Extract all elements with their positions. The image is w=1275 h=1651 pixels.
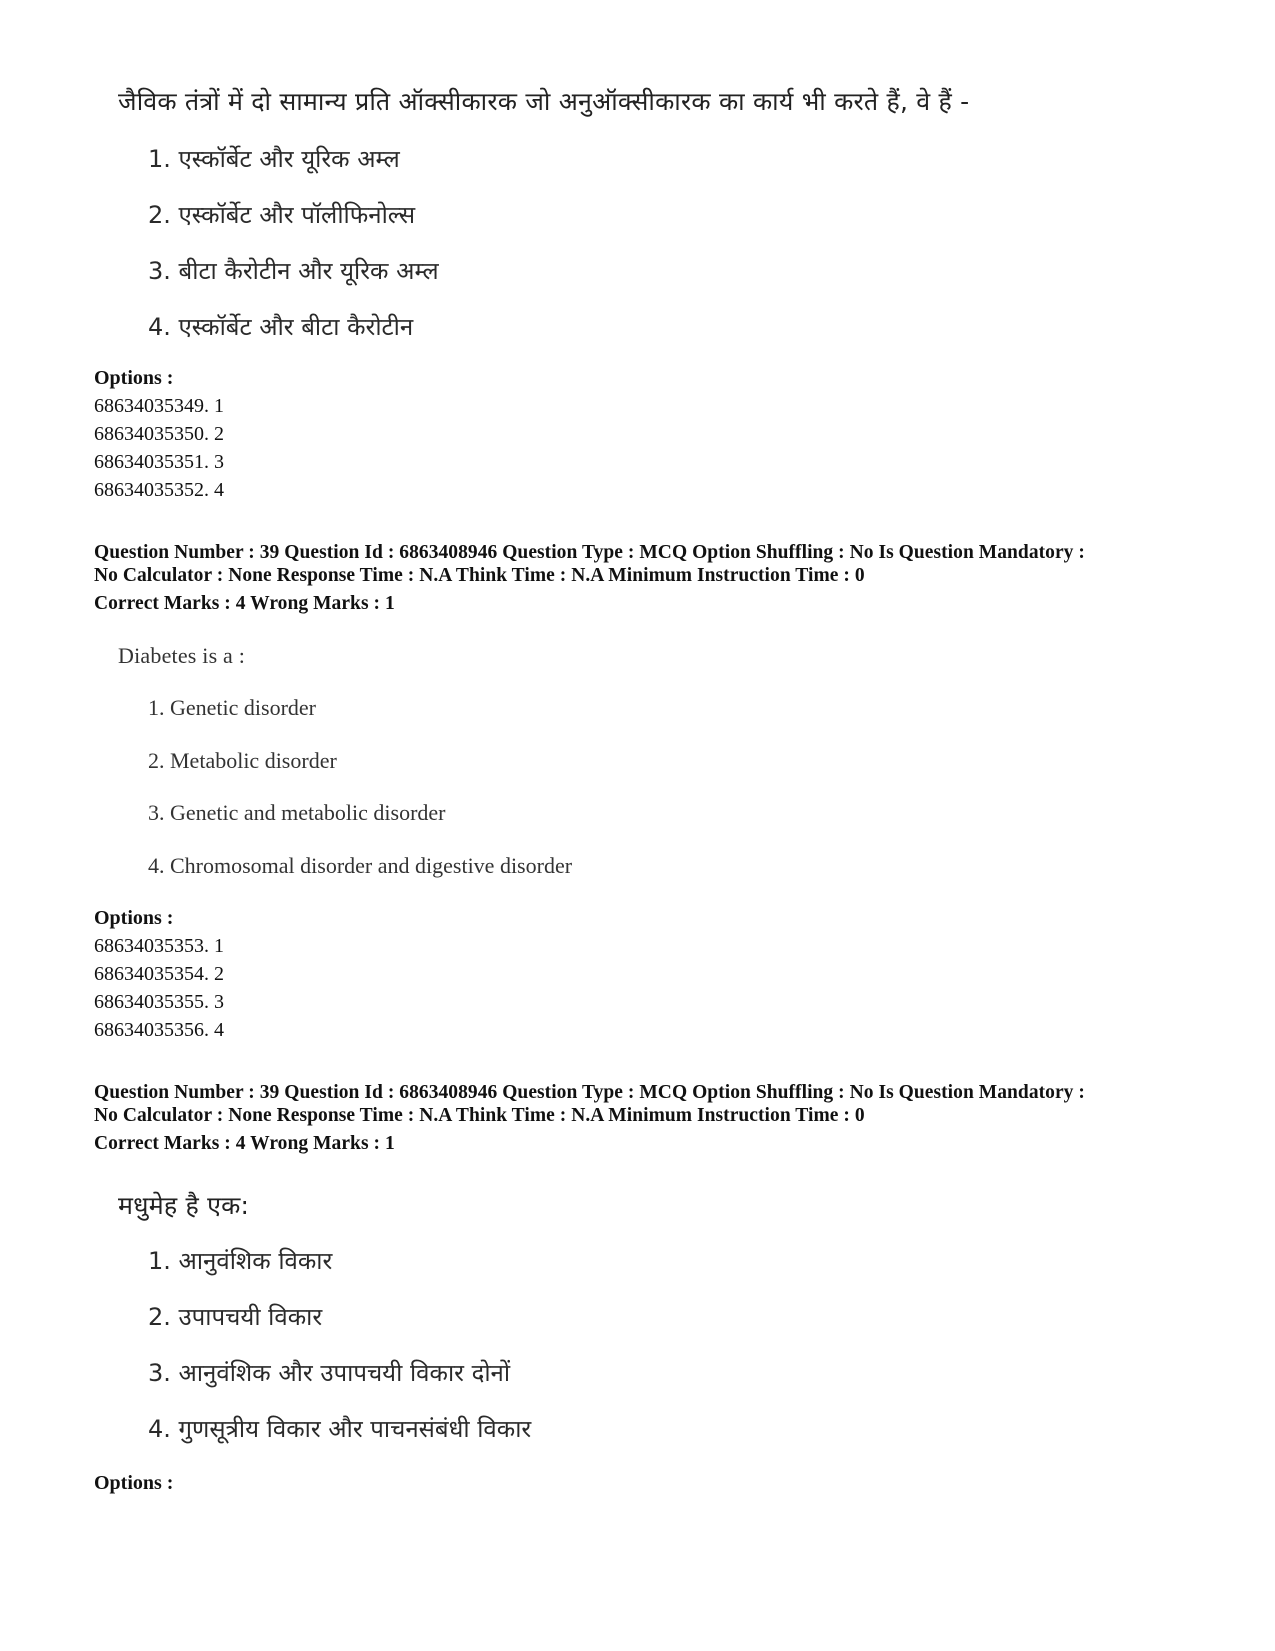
question-text: Diabetes is a : (118, 643, 246, 668)
option-id-line: 68634035351. 3 (94, 451, 224, 473)
options-heading: Options : (94, 907, 174, 929)
question-meta-line: No Calculator : None Response Time : N.A Think Time : N.A Minimum Instruction Time : 0 (94, 565, 865, 586)
question-meta-line: Question Number : 39 Question Id : 6863408946 Question Type : MCQ Option Shuffling : No Is Question Mandatory : (94, 542, 1085, 563)
choice-4: 4. गुणसूत्रीय विकार और पाचनसंबंधी विकार (148, 1415, 532, 1443)
choice-2: 2. Metabolic disorder (148, 748, 337, 773)
choice-1: 1. एस्कॉर्बेट और यूरिक अम्ल (148, 145, 400, 173)
choice-2: 2. उपापचयी विकार (148, 1303, 323, 1331)
options-heading: Options : (94, 367, 174, 389)
choice-3: 3. Genetic and metabolic disorder (148, 800, 446, 825)
choice-4: 4. एस्कॉर्बेट और बीटा कैरोटीन (148, 313, 414, 341)
option-id-line: 68634035352. 4 (94, 479, 224, 501)
question-text: जैविक तंत्रों में दो सामान्य प्रति ऑक्सीकारक जो अनुऑक्सीकारक का कार्य भी करते हैं, वे हैं - (118, 87, 970, 116)
option-id-line: 68634035353. 1 (94, 935, 224, 957)
question-meta-line: No Calculator : None Response Time : N.A Think Time : N.A Minimum Instruction Time : 0 (94, 1105, 865, 1126)
question-meta-line: Question Number : 39 Question Id : 6863408946 Question Type : MCQ Option Shuffling : No Is Question Mandatory : (94, 1082, 1085, 1103)
choice-3: 3. आनुवंशिक और उपापचयी विकार दोनों (148, 1359, 511, 1387)
option-id-line: 68634035350. 2 (94, 423, 224, 445)
choice-1: 1. Genetic disorder (148, 695, 316, 720)
options-heading: Options : (94, 1472, 174, 1494)
option-id-line: 68634035356. 4 (94, 1019, 224, 1041)
option-id-line: 68634035349. 1 (94, 395, 224, 417)
choice-3: 3. बीटा कैरोटीन और यूरिक अम्ल (148, 257, 439, 285)
choice-4: 4. Chromosomal disorder and digestive disorder (148, 853, 573, 878)
question-text: मधुमेह है एक: (118, 1191, 250, 1220)
question-marks-line: Correct Marks : 4 Wrong Marks : 1 (94, 1133, 395, 1154)
question-marks-line: Correct Marks : 4 Wrong Marks : 1 (94, 593, 395, 614)
choice-2: 2. एस्कॉर्बेट और पॉलीफिनोल्स (148, 201, 416, 229)
option-id-line: 68634035355. 3 (94, 991, 224, 1013)
choice-1: 1. आनुवंशिक विकार (148, 1247, 333, 1275)
option-id-line: 68634035354. 2 (94, 963, 224, 985)
